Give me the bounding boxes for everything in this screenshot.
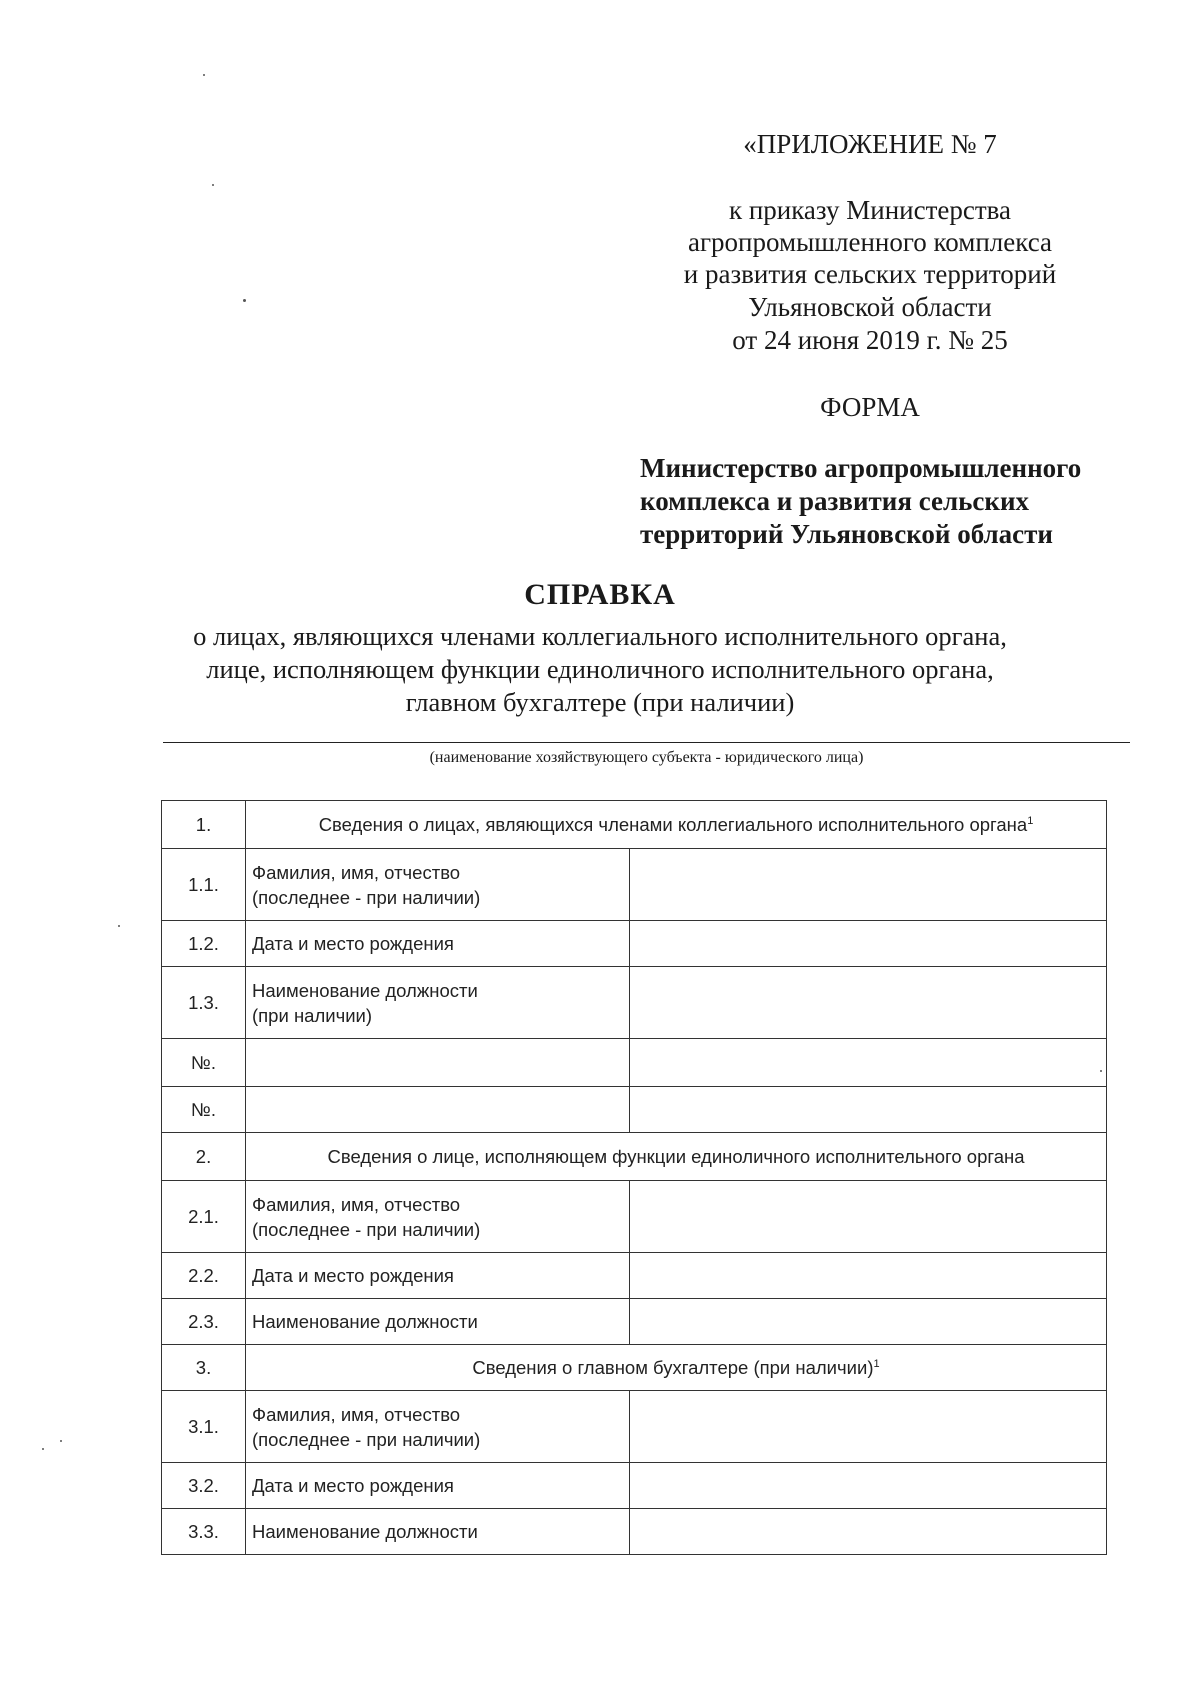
row-label-line-1: Фамилия, имя, отчество [252,1403,461,1425]
row-number: 3.3. [162,1509,246,1555]
value-cell-position[interactable] [630,1299,1107,1345]
row-label[interactable] [246,1039,630,1087]
subtitle-line-3: главном бухгалтере (при наличии) [405,687,795,717]
subtitle-line-2: лице, исполняющем функции единоличного исполнительного органа, [206,654,994,684]
row-label-line-2: (последнее - при наличии) [252,1218,481,1240]
row-label-line-2: (последнее - при наличии) [252,886,481,908]
row-label [246,967,630,1039]
appendix-title: «ПРИЛОЖЕНИЕ № 7 [743,129,997,159]
row-label-line-2: (последнее - при наличии) [252,1428,481,1450]
row-label [246,1391,630,1463]
row-label: Наименование должности [246,1509,630,1555]
section-title [246,1345,1107,1391]
table-row [162,921,1107,967]
ministry-name [640,452,1120,551]
scan-speck [1100,1070,1102,1072]
appendix-line-4: Ульяновской области [748,292,992,322]
section-header-3 [162,1345,1107,1391]
table-row [162,1509,1107,1555]
scan-speck [118,925,120,927]
row-label-line-1: Наименование должности [252,979,478,1001]
section-title [246,801,1107,849]
row-number: №. [162,1039,246,1087]
table-row [162,1299,1107,1345]
value-cell-position[interactable] [630,1509,1107,1555]
row-label: Дата и место рождения [246,1463,630,1509]
value-cell-birth-date-place[interactable] [630,921,1107,967]
row-label-line-2: (при наличии) [252,1004,373,1026]
row-number: 2.1. [162,1181,246,1253]
value-cell[interactable] [630,1087,1107,1133]
document-subtitle [100,620,1100,719]
section-title-text: Сведения о главном бухгалтере (при наличии) [472,1356,874,1378]
section-title: Сведения о лице, исполняющем функции единоличного исполнительного органа [246,1133,1107,1181]
section-header-1 [162,801,1107,849]
row-number: 2.2. [162,1253,246,1299]
table-row [162,1391,1107,1463]
ministry-line-3: территорий Ульяновской области [640,519,1053,549]
row-label: Дата и место рождения [246,1253,630,1299]
ministry-line-2: комплекса и развития сельских [640,486,1030,516]
value-cell-full-name[interactable] [630,1391,1107,1463]
row-label [246,1181,630,1253]
row-number: 1.3. [162,967,246,1039]
table-row [162,967,1107,1039]
ministry-line-1: Министерство агропромышленного [640,453,1082,483]
scan-speck [42,1448,44,1450]
table-row [162,849,1107,921]
row-number: 3.2. [162,1463,246,1509]
subtitle-line-1: о лицах, являющихся членами коллегиального исполнительного органа, [193,621,1007,651]
row-label [246,849,630,921]
section-header-2 [162,1133,1107,1181]
footnote-marker: 1 [873,1357,880,1370]
row-number: 2.3. [162,1299,246,1345]
scan-speck [212,184,214,186]
value-cell-position[interactable] [630,967,1107,1039]
persons-info-table [161,800,1107,1555]
appendix-date-line: от 24 июня 2019 г. № 25 [732,325,1008,355]
value-cell-birth-date-place[interactable] [630,1253,1107,1299]
document-title: СПРАВКА [524,578,676,611]
scan-speck [60,1440,62,1442]
row-label[interactable] [246,1087,630,1133]
section-number: 1. [162,801,246,849]
value-cell-birth-date-place[interactable] [630,1463,1107,1509]
appendix-line-1: к приказу Министерства [728,195,1012,225]
value-cell[interactable] [630,1039,1107,1087]
row-number: 1.2. [162,921,246,967]
value-cell-full-name[interactable] [630,1181,1107,1253]
section-title-text: Сведения о лицах, являющихся членами коллегиального исполнительного органа [318,813,1028,835]
table-row [162,1087,1107,1133]
section-number: 2. [162,1133,246,1181]
table-row [162,1463,1107,1509]
table-row [162,1253,1107,1299]
appendix-line-2: агропромышленного комплекса [688,227,1052,257]
row-number: №. [162,1087,246,1133]
table-row [162,1039,1107,1087]
scan-speck [203,74,205,76]
row-number: 3.1. [162,1391,246,1463]
organization-name-caption: (наименование хозяйствующего субъекта - юридического лица) [429,749,864,766]
scan-speck [243,299,246,302]
row-label: Дата и место рождения [246,921,630,967]
row-number: 1.1. [162,849,246,921]
footnote-marker: 1 [1027,814,1034,827]
appendix-line-3: и развития сельских территорий [683,259,1057,289]
value-cell-full-name[interactable] [630,849,1107,921]
row-label: Наименование должности [246,1299,630,1345]
section-number: 3. [162,1345,246,1391]
row-label-line-1: Фамилия, имя, отчество [252,861,461,883]
form-label: ФОРМА [820,392,920,422]
organization-name-line[interactable] [163,742,1130,743]
table-row [162,1181,1107,1253]
row-label-line-1: Фамилия, имя, отчество [252,1193,461,1215]
